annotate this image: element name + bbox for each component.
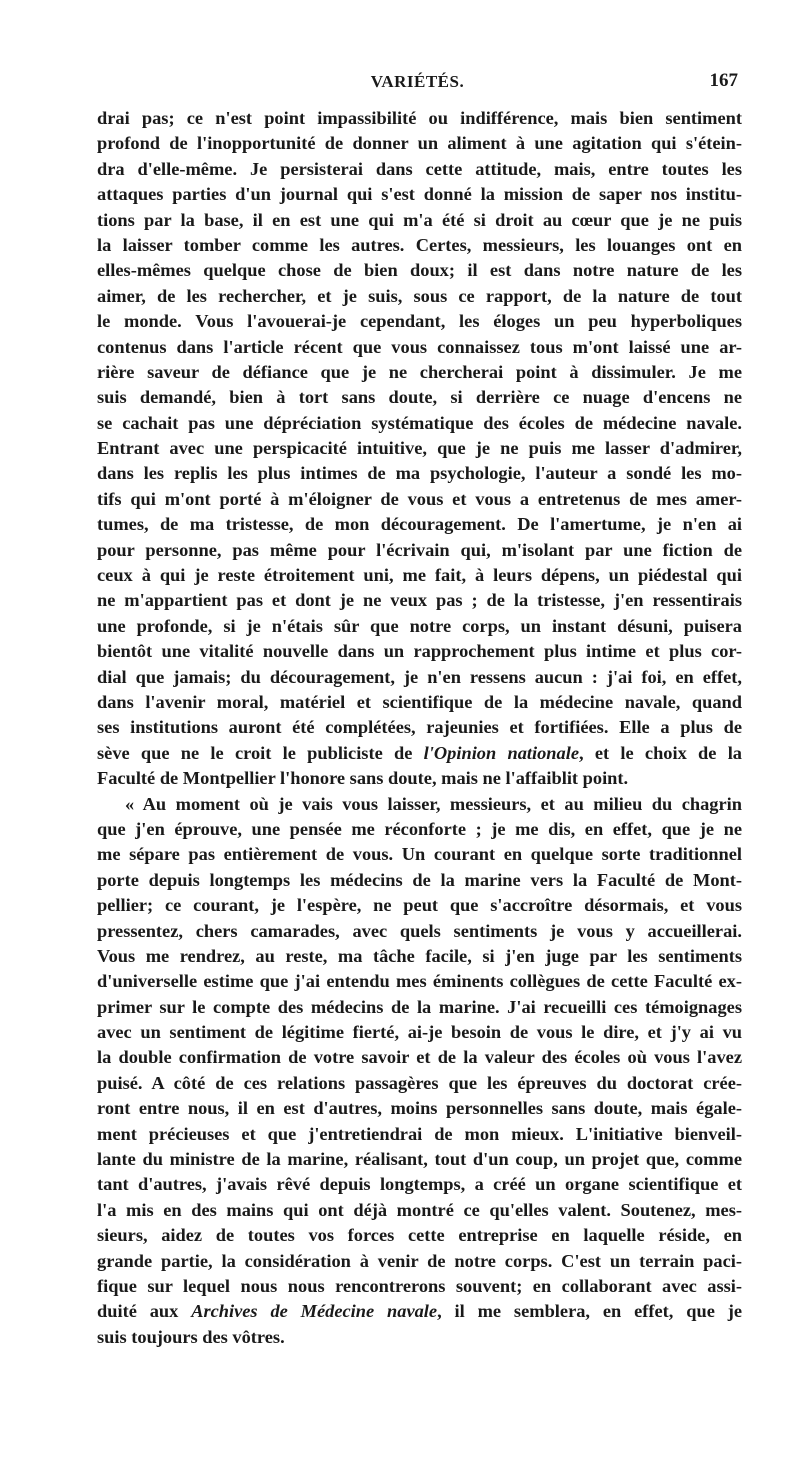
text-line: ses institutions auront été complétées, rajeunies et fortifiées. Elle a plus de <box>97 717 742 738</box>
text-line: bientôt une vitalité nouvelle dans un rapprochement plus intime et plus cor- <box>97 641 742 662</box>
text-line: profond de l'inopportunité de donner un aliment à une agitation qui s'étein- <box>97 133 742 154</box>
text-line: tumes, de ma tristesse, de mon découragement. De l'amertume, je n'en ai <box>97 514 742 535</box>
text-line: suis demandé, bien à tort sans doute, si derrière ce nuage d'encens ne <box>97 387 742 408</box>
text-line: tant d'autres, j'avais rêvé depuis longtemps, a créé un organe scientifique et <box>97 1174 742 1195</box>
text-line: primer sur le compte des médecins de la marine. J'ai recueilli ces témoignages <box>97 996 742 1017</box>
text-line: la laisser tomber comme les autres. Certes, messieurs, les louanges ont en <box>97 234 742 255</box>
text-line: aimer, de les rechercher, et je suis, sous ce rapport, de la nature de tout <box>97 285 742 306</box>
text-line: fique sur lequel nous nous rencontrerons souvent; en collaborant avec assi- <box>97 1275 742 1296</box>
text-line: pellier; ce courant, je l'espère, ne peut que s'accroître désormais, et vous <box>97 895 742 916</box>
text-line: me sépare pas entièrement de vous. Un courant en quelque sorte traditionnel <box>97 844 742 865</box>
text-line: dra d'elle-même. Je persisterai dans cette attitude, mais, entre toutes les <box>97 158 742 179</box>
text-line: la double confirmation de votre savoir et de la valeur des écoles où vous l'avez <box>97 1047 742 1068</box>
text-line: dans les replis les plus intimes de ma psychologie, l'auteur a sondé les mo- <box>97 463 742 484</box>
text-line: dans l'avenir moral, matériel et scientifique de la médecine navale, quand <box>97 691 742 712</box>
text-line: Entrant avec une perspicacité intuitive, que je ne puis me lasser d'admirer, <box>97 438 742 459</box>
text-line: sieurs, aidez de toutes vos forces cette entreprise en laquelle réside, en <box>97 1225 742 1246</box>
text-line: pressentez, chers camarades, avec quels sentiments je vous y accueillerai. <box>97 920 742 941</box>
text-line: l'a mis en des mains qui ont déjà montré ce qu'elles valent. Soutenez, mes- <box>97 1199 742 1220</box>
paragraph-1 <box>97 106 742 741</box>
running-title: VARIÉTÉS. <box>370 72 465 91</box>
text-line: Vous me rendrez, au reste, ma tâche facile, si j'en juge par les sentiments <box>97 945 742 966</box>
body-text <box>97 106 742 1350</box>
text-line: ment précieuses et que j'entretiendrai de mon mieux. L'initiative bienveil- <box>97 1123 742 1144</box>
text-line <box>97 1299 742 1324</box>
text-line: dial que jamais; du découragement, je n'en ressens aucun : j'ai foi, en effet, <box>97 666 742 687</box>
text-line: le monde. Vous l'avouerai-je cependant, les éloges un peu hyperboliques <box>97 311 742 332</box>
text-line: lante du ministre de la marine, réalisant, tout d'un coup, un projet que, comme <box>97 1149 742 1170</box>
text-line: Faculté de Montpellier l'honore sans doute, mais ne l'affaiblit point. <box>97 768 629 789</box>
text-line: puisé. A côté de ces relations passagères que les épreuves du doctorat crée- <box>97 1072 742 1093</box>
text-run: , et le choix de la <box>579 742 742 763</box>
text-line: ceux à qui je reste étroitement uni, me fait, à leurs dépens, un piédestal qui <box>97 565 742 586</box>
text-run: duité aux <box>97 1301 179 1322</box>
text-line: pour personne, pas même pour l'écrivain qui, m'isolant par une fiction de <box>97 539 742 560</box>
text-line: elles-mêmes quelque chose de bien doux; il est dans notre nature de les <box>97 260 742 281</box>
text-line: grande partie, la considération à venir de notre corps. C'est un terrain paci- <box>97 1250 742 1271</box>
text-line: contenus dans l'article récent que vous connaissez tous m'ont laissé une ar- <box>97 336 742 357</box>
text-line: que j'en éprouve, une pensée me réconforte ; je me dis, en effet, que je ne <box>97 818 742 839</box>
text-run: sève que ne le croit le publiciste de <box>97 742 413 763</box>
text-line: rière saveur de défiance que je ne chercherai point à dissimuler. Je me <box>97 361 742 382</box>
text-line: tions par la base, il en est une qui m'a été si droit au cœur que je ne puis <box>97 209 742 230</box>
italic-title: Archives de Médecine navale <box>191 1301 438 1322</box>
text-line: tifs qui m'ont porté à m'éloigner de vous et vous a entretenus de mes amer- <box>97 488 742 509</box>
text-run: , il me semblera, en effet, que je <box>437 1301 742 1322</box>
page-header <box>97 68 738 98</box>
text-line: suis toujours des vôtres. <box>97 1326 285 1347</box>
text-line <box>97 741 742 766</box>
text-line: ne m'appartient pas et dont je ne veux pas ; de la tristesse, j'en ressentirais <box>97 590 742 611</box>
text-line: ront entre nous, il en est d'autres, moins personnelles sans doute, mais égale- <box>97 1098 742 1119</box>
text-line: porte depuis longtemps les médecins de la marine vers la Faculté de Mont- <box>97 869 742 890</box>
text-line: drai pas; ce n'est point impassibilité ou indifférence, mais bien sentiment <box>97 108 742 128</box>
text-line: attaques parties d'un journal qui s'est donné la mission de saper nos institu- <box>97 184 742 205</box>
text-line: se cachait pas une dépréciation systématique des écoles de médecine navale. <box>97 412 742 433</box>
text-line: une profonde, si je n'étais sûr que notre corps, un instant désuni, puisera <box>97 615 742 636</box>
italic-title: l'Opinion nationale <box>423 742 580 763</box>
text-line: d'universelle estime que j'ai entendu mes éminents collègues de cette Faculté ex- <box>97 971 742 992</box>
text-line: avec un sentiment de légitime fierté, ai-je besoin de vous le dire, et j'y ai vu <box>97 1022 742 1043</box>
paragraph-2 <box>97 792 742 1300</box>
text-line: « Au moment où je vais vous laisser, messieurs, et au milieu du chagrin <box>125 793 742 814</box>
page-number: 167 <box>709 70 738 91</box>
